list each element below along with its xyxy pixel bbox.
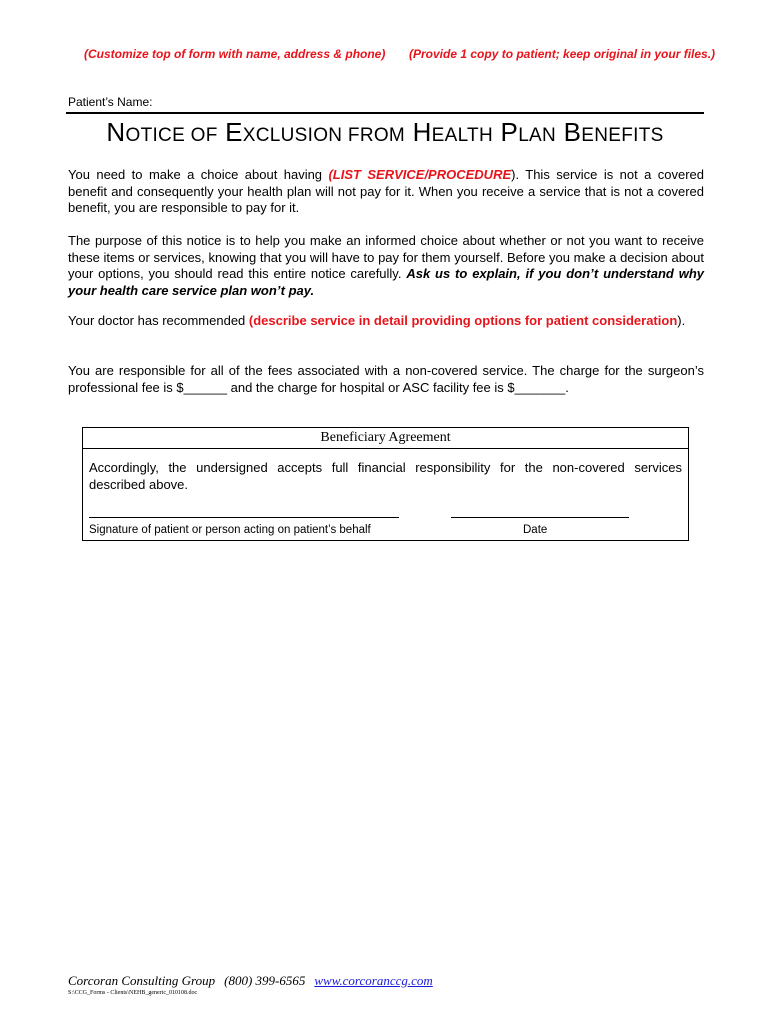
patient-name-label: Patient’s Name:	[68, 95, 153, 109]
beneficiary-agreement-box	[82, 427, 689, 541]
copy-note: (Provide 1 copy to patient; keep original in your files.)	[409, 47, 716, 61]
title-smallcaps: LAN	[518, 125, 557, 146]
title-cap: B	[563, 117, 582, 147]
paragraph-text: The purpose of this notice is to help you make an informed choice about whether or not you want to receive these items or services, knowing that you will have to pay for them yourself. Before you make a decision about your options, you should read this entire notice carefully.	[68, 233, 704, 282]
signature-label: Signature of patient or person acting on patient’s behalf	[89, 524, 371, 536]
paragraph-text: Your doctor has recommended	[68, 313, 249, 328]
paragraph-fees: You are responsible for all of the fees associated with a non-covered service. The charge for the surgeon’s professional fee is $______ and the charge for hospital or ASC facility fee is $_______.	[68, 363, 704, 395]
paragraph-text: ). This service is not a covered benefit and consequently your health plan will not pay for it. When you receive a service that is not a covered benefit, you are responsible to pay for it.	[68, 167, 705, 216]
service-placeholder: (LIST SERVICE/PROCEDURE	[328, 167, 512, 182]
date-line[interactable]	[451, 517, 629, 518]
file-path: S:\CCG_Forms - Clients\NEHB_generic_010108.doc	[68, 990, 198, 996]
title-cap: N	[106, 117, 126, 147]
title-smallcaps: EALTH	[431, 125, 493, 146]
title-cap: E	[225, 117, 243, 147]
footer-website-link[interactable]: www.corcoranccg.com	[314, 973, 433, 988]
title-smallcaps: OTICE OF	[125, 125, 218, 146]
signature-line[interactable]	[89, 517, 399, 518]
title-smallcaps: XCLUSION FROM	[242, 125, 406, 146]
agreement-heading: Beneficiary Agreement	[83, 428, 688, 449]
customize-note: (Customize top of form with name, address & phone)	[84, 47, 386, 61]
footer-phone: (800) 399-6565	[224, 973, 306, 988]
paragraph-text: ).	[677, 313, 686, 328]
paragraph-choice	[68, 167, 704, 217]
date-label: Date	[523, 524, 548, 536]
explain-emphasis: Ask us to explain, if you don’t understand why your health care service plan won’t pay.	[68, 266, 704, 298]
paragraph-purpose	[68, 233, 704, 299]
agreement-text: Accordingly, the undersigned accepts full financial responsibility for the non-covered services described above.	[89, 460, 682, 492]
footer-company: Corcoran Consulting Group	[68, 973, 216, 988]
title-cap: P	[500, 117, 519, 147]
header-rule	[66, 112, 704, 114]
footer	[68, 973, 433, 989]
paragraph-recommendation	[68, 313, 704, 330]
title-cap: H	[412, 117, 432, 147]
description-placeholder: (describe service in detail providing options for patient consideration	[248, 313, 678, 328]
title-smallcaps: ENEFITS	[581, 125, 664, 146]
page-title	[66, 117, 704, 148]
paragraph-text: You need to make a choice about having	[68, 167, 329, 182]
